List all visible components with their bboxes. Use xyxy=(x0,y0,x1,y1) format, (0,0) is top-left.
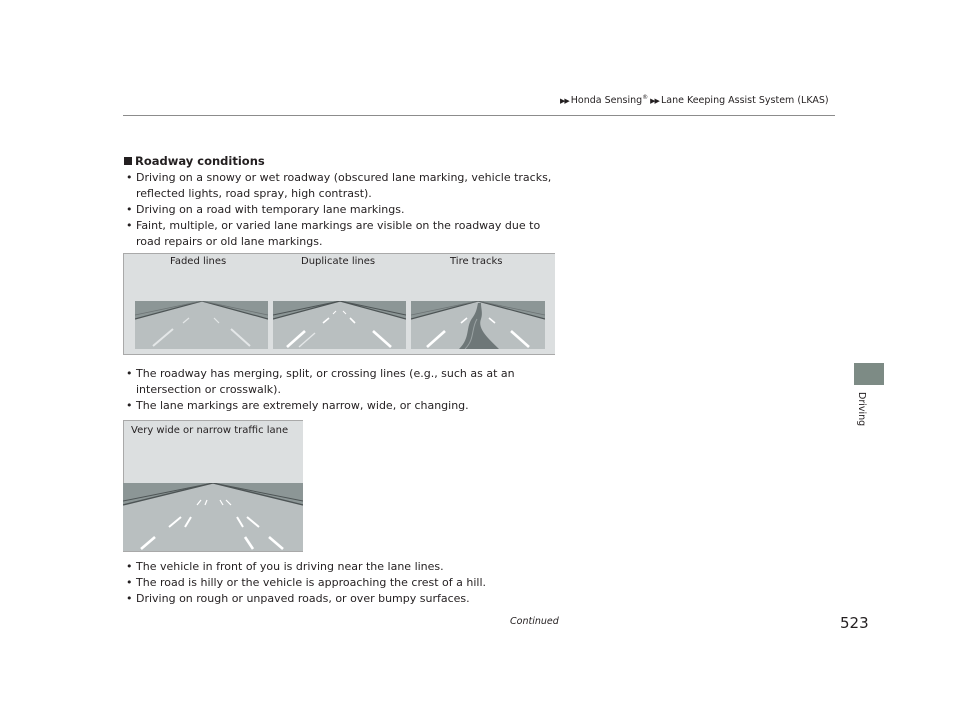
section-heading-text: Roadway conditions xyxy=(135,154,265,168)
figure-border xyxy=(123,420,303,421)
section-heading xyxy=(124,153,564,169)
list-item: • The roadway has merging, split, or crossing lines (e.g., such as at an intersection or crosswalk). xyxy=(124,366,564,398)
chapter-label xyxy=(855,392,869,432)
tire-tracks-label: Tire tracks xyxy=(450,256,503,267)
faded-lines-label: Faded lines xyxy=(170,256,227,267)
page-number: 523 xyxy=(840,614,869,632)
chapter-label-text: Driving xyxy=(856,392,867,427)
breadcrumb xyxy=(560,94,880,106)
breadcrumb-section[interactable]: Honda Sensing xyxy=(570,95,643,107)
chapter-tab[interactable] xyxy=(854,363,884,385)
list-item: • Faint, multiple, or varied lane markings are visible on the roadway due to road repairs or old lane markings. xyxy=(124,218,564,250)
list-item: • The vehicle in front of you is driving near the lane lines. xyxy=(124,559,564,575)
roadway-conditions-section xyxy=(124,153,564,250)
traffic-lane-figure xyxy=(123,420,303,552)
list-item: • The road is hilly or the vehicle is approaching the crest of a hill. xyxy=(124,575,564,591)
square-bullet-icon xyxy=(124,157,132,165)
list-item: • Driving on a snowy or wet roadway (obscured lane marking, vehicle tracks, reflected lights, road spray, high contrast). xyxy=(124,170,564,202)
lane-marking-figure xyxy=(123,253,555,355)
figure-border xyxy=(123,253,555,254)
header-divider xyxy=(123,115,835,116)
tire-tracks-road-image xyxy=(411,301,545,349)
continued-note: Continued xyxy=(510,616,559,627)
list-item: • Driving on rough or unpaved roads, or over bumpy surfaces. xyxy=(124,591,564,607)
roadway-conditions-list xyxy=(124,366,564,414)
roadway-conditions-list xyxy=(124,559,564,607)
wide-narrow-lane-label: Very wide or narrow traffic lane xyxy=(131,425,289,436)
wide-narrow-lane-road-image xyxy=(123,483,303,551)
registered-mark: ® xyxy=(642,94,649,101)
duplicate-lines-road-image xyxy=(273,301,406,349)
figure-border xyxy=(123,253,124,354)
faded-lines-road-image xyxy=(135,301,268,349)
breadcrumb-arrow-icon: ▶▶ xyxy=(560,97,569,106)
list-item: • The lane markings are extremely narrow, wide, or changing. xyxy=(124,398,564,414)
duplicate-lines-label: Duplicate lines xyxy=(301,256,376,267)
list-item: • Driving on a road with temporary lane markings. xyxy=(124,202,564,218)
breadcrumb-arrow-icon: ▶▶ xyxy=(650,97,659,106)
breadcrumb-page[interactable]: Lane Keeping Assist System (LKAS) xyxy=(660,95,829,107)
